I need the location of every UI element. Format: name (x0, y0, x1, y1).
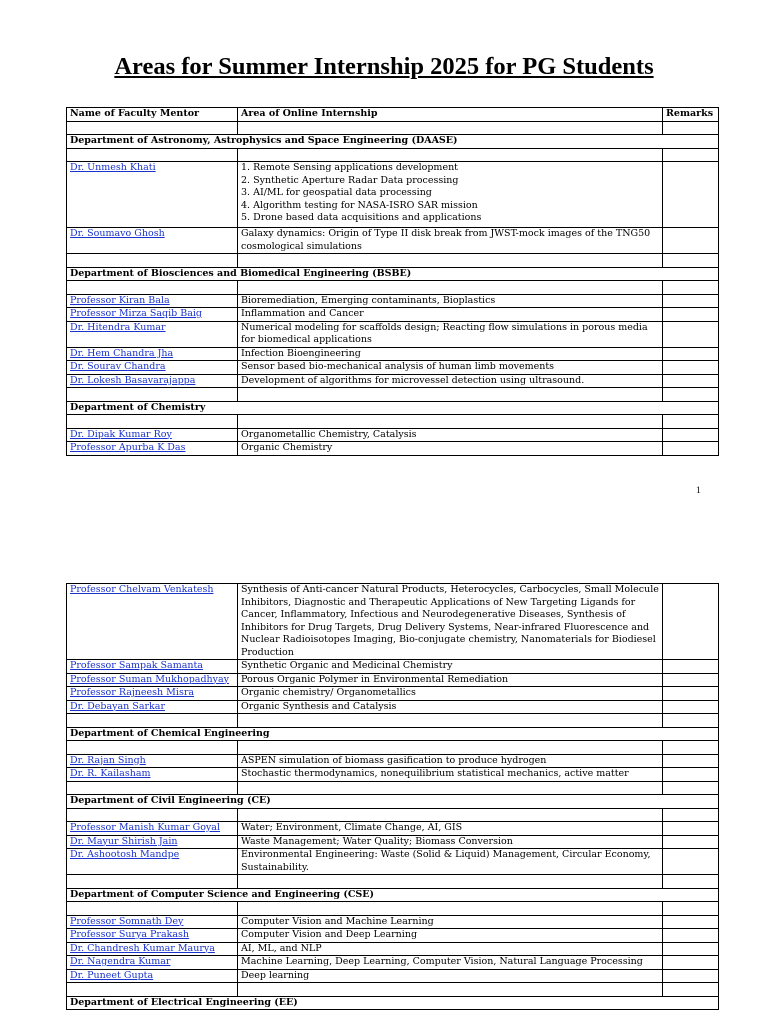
mentor-link[interactable]: Professor Manish Kumar Goyal (70, 822, 221, 833)
dept-row (67, 888, 719, 902)
area-cell: Synthesis of Anti-cancer Natural Products, Heterocycles, Carbocycles, Small Molecule Inhibitors, Diagnostic and Therapeutic Applications of New Targeting Ligands for Cancer, Inflammatory, Infectious and Neurodegenerative Diseases, Synthesis of Inhibitors for Drug Targets, Drug Delivery Systems, Near-infrared Fluorescence and Nuclear Radioisotopes Imaging, Bio-conjugate chemistry, Nanomaterials for Biodiesel Production (238, 584, 663, 660)
dept-row (67, 727, 719, 741)
table-row (67, 228, 719, 254)
table-row (67, 347, 719, 361)
area-cell: Environmental Engineering: Waste (Solid & Liquid) Management, Circular Economy, Sustainability. (238, 849, 663, 875)
mentor-link[interactable]: Dr. Lokesh Basavarajappa (70, 374, 196, 386)
mentor-link[interactable]: Dr. Puneet Gupta (70, 969, 154, 981)
area-cell: Organic Synthesis and Catalysis (238, 700, 663, 714)
table-row (67, 768, 719, 782)
dept-row (67, 401, 719, 415)
table-row (67, 969, 719, 983)
mentor-link[interactable]: Dr. Debayan Sarkar (70, 700, 165, 712)
table-row (67, 294, 719, 308)
dept-row (67, 996, 719, 1010)
table-row (67, 442, 719, 456)
blank-row (67, 714, 719, 728)
table-row (67, 374, 719, 388)
blank-row (67, 741, 719, 755)
area-cell: Computer Vision and Deep Learning (238, 929, 663, 943)
page-number: 1 (696, 486, 701, 496)
internship-table-page1 (66, 107, 719, 456)
mentor-link[interactable]: Professor Apurba K Das (70, 442, 186, 453)
area-line: 2. Synthetic Aperture Radar Data processing (241, 174, 459, 186)
mentor-link[interactable]: Professor Suman Mukhopadhyay (70, 673, 230, 685)
mentor-link[interactable]: Dr. Mayur Shirish Jain (70, 835, 178, 847)
page-title: Areas for Summer Internship 2025 for PG Students (114, 53, 654, 80)
mentor-link[interactable]: Professor Chelvam Venkatesh (70, 584, 214, 595)
mentor-link[interactable]: Dr. Chandresh Kumar Maurya (70, 942, 215, 954)
table-row (67, 321, 719, 347)
area-cell: Waste Management; Water Quality; Biomass Conversion (238, 835, 663, 849)
area-cell: Infection Bioengineering (238, 347, 663, 361)
area-cell: Water; Environment, Climate Change, AI, GIS (238, 822, 663, 836)
table-row (67, 361, 719, 375)
table-row (67, 942, 719, 956)
area-cell: Computer Vision and Machine Learning (238, 915, 663, 929)
mentor-link[interactable]: Professor Mirza Saqib Baig (70, 308, 202, 319)
dept-chemical-engineering: Department of Chemical Engineering (67, 727, 719, 741)
area-line: 4. Algorithm testing for NASA-ISRO SAR mission (241, 199, 478, 211)
internship-table-page2 (66, 583, 719, 1010)
blank-row (67, 902, 719, 916)
dept-bsbe: Department of Biosciences and Biomedical Engineering (BSBE) (67, 267, 719, 281)
blank-row (67, 415, 719, 429)
blank-row (67, 148, 719, 162)
table-header-row (67, 108, 719, 122)
table-row (67, 308, 719, 322)
dept-civil-engineering: Department of Civil Engineering (CE) (67, 795, 719, 809)
mentor-link[interactable]: Dr. Nagendra Kumar (70, 956, 171, 967)
area-cell: Bioremediation, Emerging contaminants, Bioplastics (238, 294, 663, 308)
area-cell: Organometallic Chemistry, Catalysis (238, 428, 663, 442)
header-mentor: Name of Faculty Mentor (67, 108, 238, 122)
mentor-link[interactable]: Dr. Rajan Singh (70, 754, 146, 766)
mentor-link[interactable]: Dr. Sourav Chandra (70, 361, 166, 372)
mentor-link[interactable]: Dr. Soumavo Ghosh (70, 228, 165, 239)
blank-row (67, 808, 719, 822)
mentor-link[interactable]: Professor Somnath Dey (70, 915, 184, 927)
area-line: 5. Drone based data acquisitions and applications (241, 212, 482, 223)
table-row (67, 687, 719, 701)
table-row (67, 956, 719, 970)
mentor-link[interactable]: Professor Kiran Bala (70, 294, 170, 306)
table-row (67, 584, 719, 660)
mentor-link[interactable]: Dr. Ashootosh Mandpe (70, 849, 180, 860)
table-row (67, 660, 719, 674)
area-cell: Sensor based bio-mechanical analysis of human limb movements (238, 361, 663, 375)
blank-row (67, 983, 719, 997)
table-row (67, 700, 719, 714)
dept-daase: Department of Astronomy, Astrophysics and Space Engineering (DAASE) (67, 135, 719, 149)
area-cell: Organic Chemistry (238, 442, 663, 456)
area-cell: Organic chemistry/ Organometallics (238, 687, 663, 701)
mentor-link[interactable]: Dr. Unmesh Khati (70, 162, 156, 173)
area-cell: ASPEN simulation of biomass gasification to produce hydrogen (238, 754, 663, 768)
table-row (67, 754, 719, 768)
dept-row (67, 135, 719, 149)
blank-row (67, 254, 719, 268)
table-row (67, 162, 719, 228)
area-cell: Inflammation and Cancer (238, 308, 663, 322)
dept-row (67, 795, 719, 809)
table-row (67, 929, 719, 943)
table-row (67, 915, 719, 929)
mentor-link[interactable]: Dr. Hem Chandra Jha (70, 347, 174, 359)
table-row (67, 822, 719, 836)
dept-chemistry: Department of Chemistry (67, 401, 719, 415)
table-row (67, 835, 719, 849)
mentor-link[interactable]: Dr. Hitendra Kumar (70, 321, 166, 333)
dept-row (67, 267, 719, 281)
blank-row (67, 281, 719, 295)
mentor-link[interactable]: Professor Surya Prakash (70, 929, 190, 940)
area-cell: Porous Organic Polymer in Environmental Remediation (238, 673, 663, 687)
dept-electrical-engineering: Department of Electrical Engineering (EE) (67, 996, 719, 1010)
blank-row (67, 121, 719, 135)
table-row (67, 849, 719, 875)
blank-row (67, 388, 719, 402)
dept-cse: Department of Computer Science and Engineering (CSE) (67, 888, 719, 902)
area-cell: Galaxy dynamics: Origin of Type II disk break from JWST-mock images of the TNG50 cosmological simulations (238, 228, 663, 254)
area-cell: Numerical modeling for scaffolds design; Reacting flow simulations in porous media for biomedical applications (238, 321, 663, 347)
table-row (67, 673, 719, 687)
area-line: 1. Remote Sensing applications development (241, 162, 459, 173)
blank-row (67, 781, 719, 795)
mentor-link[interactable]: Dr. Dipak Kumar Roy (70, 428, 172, 440)
area-cell: Deep learning (238, 969, 663, 983)
header-remarks: Remarks (663, 108, 719, 122)
area-cell (238, 162, 663, 228)
area-line: 3. AI/ML for geospatial data processing (241, 187, 432, 198)
area-cell: AI, ML, and NLP (238, 942, 663, 956)
blank-row (67, 875, 719, 889)
area-cell: Machine Learning, Deep Learning, Computer Vision, Natural Language Processing (238, 956, 663, 970)
header-area: Area of Online Internship (238, 108, 663, 122)
area-cell: Development of algorithms for microvessel detection using ultrasound. (238, 374, 663, 388)
table-row (67, 428, 719, 442)
area-cell: Stochastic thermodynamics, nonequilibrium statistical mechanics, active matter (238, 768, 663, 782)
mentor-link[interactable]: Dr. R. Kailasham (70, 768, 151, 779)
area-cell: Synthetic Organic and Medicinal Chemistry (238, 660, 663, 674)
mentor-link[interactable]: Professor Sampak Samanta (70, 660, 203, 671)
mentor-link[interactable]: Professor Rajneesh Misra (70, 687, 195, 698)
